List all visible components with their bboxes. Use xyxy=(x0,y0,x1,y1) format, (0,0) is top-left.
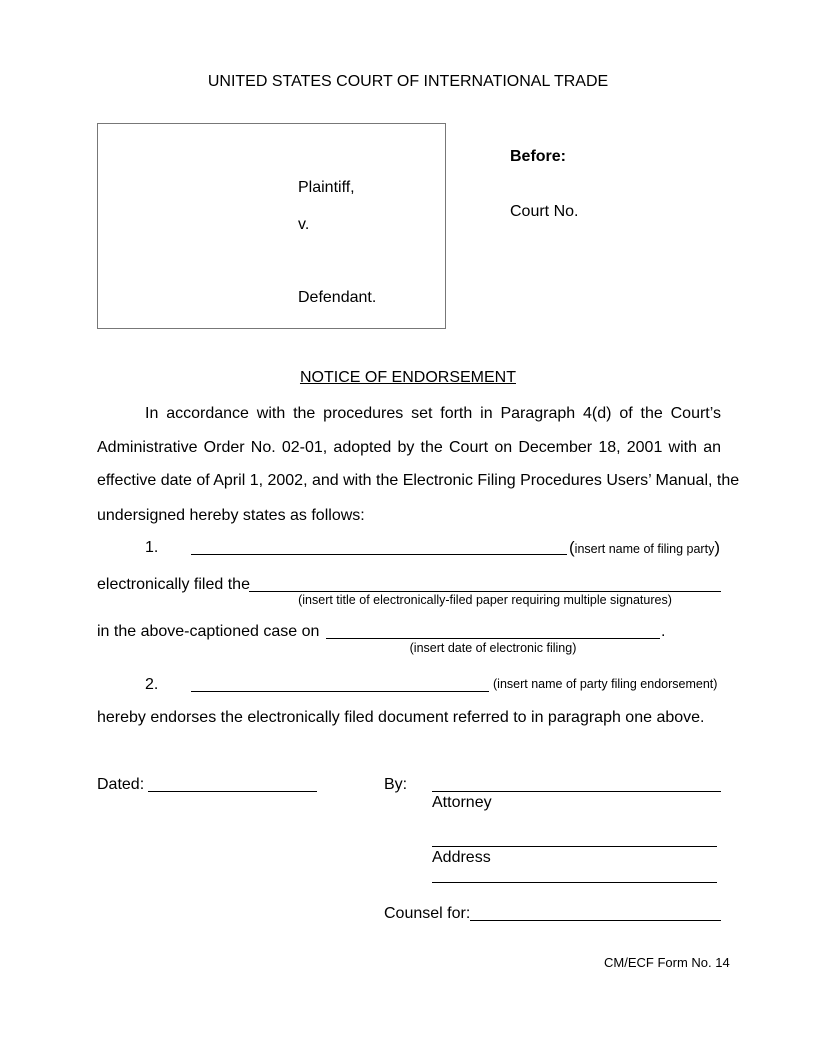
counsel-for-blank[interactable] xyxy=(470,920,721,921)
court-no-label: Court No. xyxy=(510,203,579,220)
attorney-signature-blank[interactable] xyxy=(432,791,721,792)
filing-party-hint-text: insert name of filing party xyxy=(574,542,715,556)
case-on-label: in the above-captioned case on xyxy=(97,623,320,640)
before-label: Before: xyxy=(510,148,567,165)
filing-date-blank[interactable] xyxy=(326,638,660,639)
address-line-2-blank[interactable] xyxy=(432,882,717,883)
by-label: By: xyxy=(384,776,408,793)
filing-party-blank[interactable] xyxy=(191,554,567,555)
intro-line-1: In accordance with the procedures set forth in Paragraph 4(d) of the Court’s xyxy=(145,405,721,422)
form-number: CM/ECF Form No. 14 xyxy=(604,955,730,970)
attorney-label: Attorney xyxy=(432,794,492,811)
paper-title-hint: (insert title of electronically-filed paper requiring multiple signatures) xyxy=(298,593,672,607)
dated-label: Dated: xyxy=(97,776,145,793)
court-title: UNITED STATES COURT OF INTERNATIONAL TRADE xyxy=(207,73,609,90)
filing-date-hint: (insert date of electronic filing) xyxy=(409,641,577,655)
period: . xyxy=(661,623,666,640)
item-2-number: 2. xyxy=(145,676,159,693)
intro-line-2: Administrative Order No. 02-01, adopted by the Court on December 18, 2001 with an xyxy=(97,439,721,456)
endorsing-party-blank[interactable] xyxy=(191,691,489,692)
plaintiff-label: Plaintiff, xyxy=(298,179,355,196)
endorsement-statement: hereby endorses the electronically filed document referred to in paragraph one above. xyxy=(97,709,705,726)
endorsing-party-hint: (insert name of party filing endorsement) xyxy=(493,677,718,691)
address-label: Address xyxy=(432,849,491,866)
case-caption-box xyxy=(97,123,446,329)
electronically-filed-label: electronically filed the xyxy=(97,576,250,593)
notice-title xyxy=(0,369,816,387)
date-blank[interactable] xyxy=(148,791,317,792)
paper-title-blank[interactable] xyxy=(249,591,721,592)
intro-line-4: undersigned hereby states as follows: xyxy=(97,507,365,524)
versus-label: v. xyxy=(298,216,310,233)
counsel-for-label: Counsel for: xyxy=(384,905,471,922)
filing-party-hint: (insert name of filing party) xyxy=(569,538,720,557)
defendant-label: Defendant. xyxy=(298,289,377,306)
intro-line-3: effective date of April 1, 2002, and with the Electronic Filing Procedures Users’ Manual, the xyxy=(97,472,740,489)
address-line-1-blank[interactable] xyxy=(432,846,717,847)
notice-title-text: NOTICE OF ENDORSEMENT xyxy=(299,369,516,386)
item-1-number: 1. xyxy=(145,539,159,556)
